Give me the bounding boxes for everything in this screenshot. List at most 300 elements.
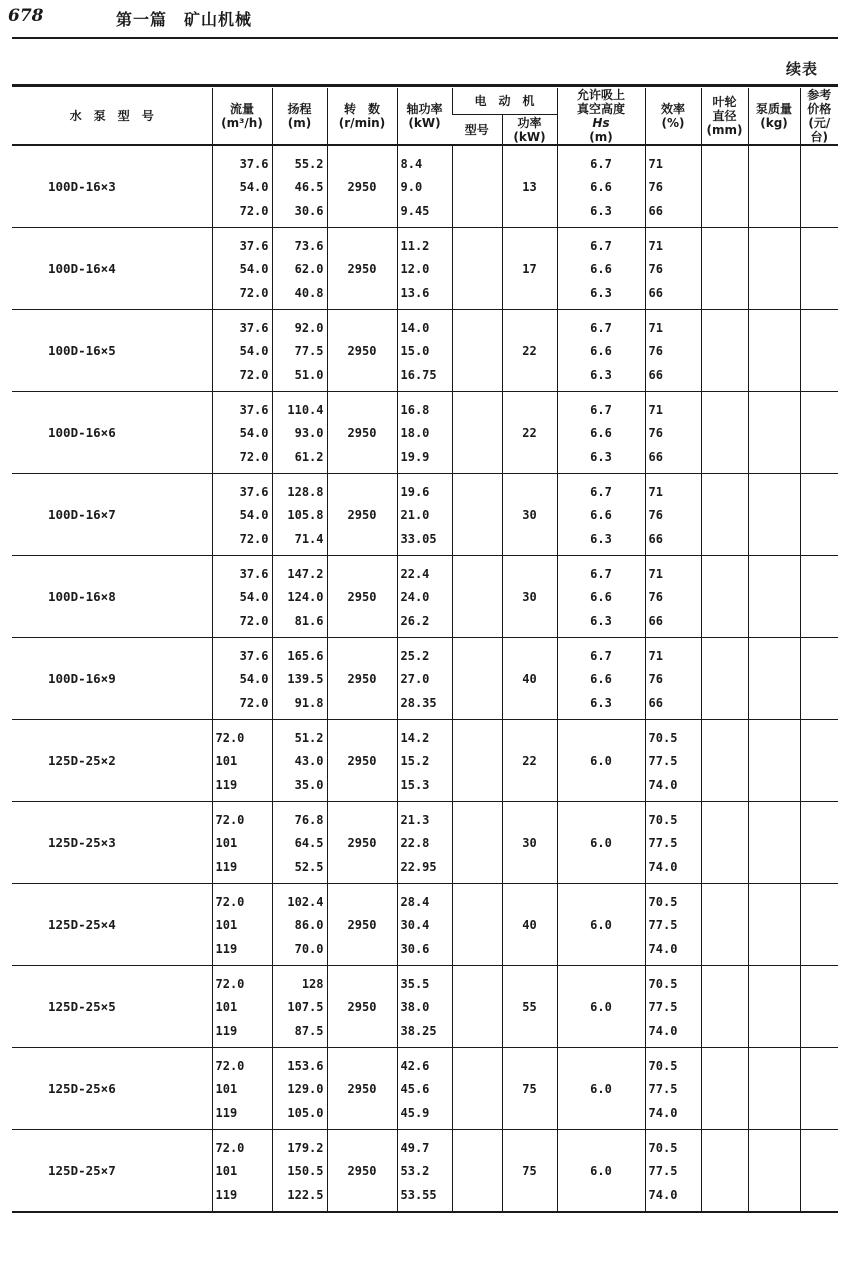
cell-value: 6.0 <box>590 836 612 851</box>
mass-cell <box>748 966 800 1048</box>
flow-cell <box>212 556 272 638</box>
cell-value: 66 <box>648 204 663 219</box>
speed-cell: 2950 <box>327 966 397 1048</box>
shaft-power-cell <box>397 720 452 802</box>
cell-value: 54.0 <box>239 426 269 441</box>
efficiency-cell <box>645 1130 701 1213</box>
cell-value: 35.5 <box>400 976 430 991</box>
motor-type-cell <box>452 474 502 556</box>
cell-value: 6.3 <box>590 286 612 301</box>
cell-value: 66 <box>648 450 663 465</box>
efficiency-cell <box>645 392 701 474</box>
cell-value: 73.6 <box>294 238 324 253</box>
head-cell <box>272 145 327 228</box>
cell-value: 71 <box>648 484 663 499</box>
efficiency-cell <box>645 474 701 556</box>
speed-cell: 2950 <box>327 556 397 638</box>
impeller-cell <box>701 966 748 1048</box>
cell-value: 110.4 <box>287 402 324 417</box>
flow-cell <box>212 228 272 310</box>
cell-value: 101 <box>215 836 238 851</box>
cell-value: 37.6 <box>239 648 269 663</box>
cell-value: 54.0 <box>239 262 269 277</box>
head-cell <box>272 310 327 392</box>
cell-value: 70.5 <box>648 976 678 991</box>
cell-value: 6.6 <box>590 590 612 605</box>
mass-cell <box>748 474 800 556</box>
cell-value: 54.0 <box>239 672 269 687</box>
head-cell <box>272 1048 327 1130</box>
cell-value: 76 <box>648 426 663 441</box>
cell-value: 15.3 <box>400 778 430 793</box>
cell-value: 70.5 <box>648 812 678 827</box>
impeller-cell <box>701 1048 748 1130</box>
pump-model: 100D-16×4 <box>12 228 212 310</box>
price-cell <box>800 228 838 310</box>
cell-value: 8.4 <box>400 156 423 171</box>
cell-value: 51.2 <box>294 730 324 745</box>
price-cell <box>800 556 838 638</box>
motor-type-cell <box>452 966 502 1048</box>
head-cell <box>272 556 327 638</box>
motor-power-cell: 75 <box>502 1130 557 1213</box>
pump-model: 125D-25×3 <box>12 802 212 884</box>
cell-value: 70.5 <box>648 730 678 745</box>
cell-value: 119 <box>215 1024 238 1039</box>
cell-value: 6.7 <box>590 566 612 581</box>
impeller-cell <box>701 556 748 638</box>
speed-cell: 2950 <box>327 310 397 392</box>
impeller-cell <box>701 802 748 884</box>
motor-power-cell: 22 <box>502 310 557 392</box>
shaft-power-cell <box>397 884 452 966</box>
mass-cell <box>748 1048 800 1130</box>
cell-value: 6.6 <box>590 672 612 687</box>
price-cell <box>800 1048 838 1130</box>
col-motor: 电 动 机 <box>452 88 557 115</box>
pump-model: 125D-25×2 <box>12 720 212 802</box>
cell-value: 74.0 <box>648 1188 678 1203</box>
cell-value: 74.0 <box>648 778 678 793</box>
motor-power-cell: 75 <box>502 1048 557 1130</box>
motor-power-cell: 40 <box>502 884 557 966</box>
speed-cell: 2950 <box>327 884 397 966</box>
cell-value: 107.5 <box>287 1000 324 1015</box>
shaft-power-cell <box>397 145 452 228</box>
shaft-power-cell <box>397 310 452 392</box>
table-row <box>12 474 838 556</box>
cell-value: 105.8 <box>287 508 324 523</box>
cell-value: 139.5 <box>287 672 324 687</box>
efficiency-cell <box>645 228 701 310</box>
head-cell <box>272 1130 327 1213</box>
pump-model: 125D-25×6 <box>12 1048 212 1130</box>
cell-value: 12.0 <box>400 262 430 277</box>
cell-value: 77.5 <box>648 1164 678 1179</box>
cell-value: 18.0 <box>400 426 430 441</box>
col-head: 扬程 (m) <box>272 88 327 145</box>
suction-cell <box>557 145 645 228</box>
mass-cell <box>748 720 800 802</box>
suction-cell <box>557 392 645 474</box>
col-motor-type: 型号 <box>452 115 502 145</box>
flow-cell <box>212 802 272 884</box>
table-row <box>12 884 838 966</box>
pump-model: 125D-25×4 <box>12 884 212 966</box>
cell-value: 45.6 <box>400 1082 430 1097</box>
flow-cell <box>212 392 272 474</box>
shaft-power-cell <box>397 638 452 720</box>
cell-value: 77.5 <box>294 344 324 359</box>
cell-value: 6.3 <box>590 614 612 629</box>
cell-value: 55.2 <box>294 156 324 171</box>
cell-value: 92.0 <box>294 320 324 335</box>
cell-value: 93.0 <box>294 426 324 441</box>
cell-value: 77.5 <box>648 754 678 769</box>
cell-value: 71 <box>648 402 663 417</box>
cell-value: 74.0 <box>648 860 678 875</box>
impeller-cell <box>701 228 748 310</box>
table-row <box>12 392 838 474</box>
table-row <box>12 145 838 228</box>
efficiency-cell <box>645 310 701 392</box>
impeller-cell <box>701 392 748 474</box>
motor-type-cell <box>452 1130 502 1213</box>
cell-value: 72.0 <box>215 812 245 827</box>
mass-cell <box>748 802 800 884</box>
cell-value: 74.0 <box>648 942 678 957</box>
cell-value: 72.0 <box>239 532 269 547</box>
motor-power-cell: 22 <box>502 720 557 802</box>
speed-cell: 2950 <box>327 720 397 802</box>
price-cell <box>800 802 838 884</box>
cell-value: 72.0 <box>215 1140 245 1155</box>
cell-value: 22.4 <box>400 566 430 581</box>
cell-value: 38.0 <box>400 1000 430 1015</box>
cell-value: 64.5 <box>294 836 324 851</box>
cell-value: 153.6 <box>287 1058 324 1073</box>
speed-cell: 2950 <box>327 802 397 884</box>
cell-value: 14.0 <box>400 320 430 335</box>
col-motor-power: 功率 (kW) <box>502 115 557 145</box>
price-cell <box>800 966 838 1048</box>
motor-type-cell <box>452 556 502 638</box>
motor-power-cell: 30 <box>502 556 557 638</box>
col-efficiency: 效率 (%) <box>645 88 701 145</box>
col-speed: 转 数 (r/min) <box>327 88 397 145</box>
cell-value: 15.2 <box>400 754 430 769</box>
cell-value: 72.0 <box>215 1058 245 1073</box>
suction-cell <box>557 228 645 310</box>
table-header <box>12 88 838 145</box>
cell-value: 147.2 <box>287 566 324 581</box>
cell-value: 76 <box>648 672 663 687</box>
cell-value: 26.2 <box>400 614 430 629</box>
cell-value: 122.5 <box>287 1188 324 1203</box>
motor-type-cell <box>452 884 502 966</box>
cell-value: 76 <box>648 180 663 195</box>
cell-value: 52.5 <box>294 860 324 875</box>
efficiency-cell <box>645 1048 701 1130</box>
cell-value: 51.0 <box>294 368 324 383</box>
suction-cell <box>557 802 645 884</box>
speed-cell: 2950 <box>327 474 397 556</box>
pump-model: 100D-16×6 <box>12 392 212 474</box>
motor-type-cell <box>452 638 502 720</box>
impeller-cell <box>701 1130 748 1213</box>
cell-value: 101 <box>215 1082 238 1097</box>
cell-value: 66 <box>648 368 663 383</box>
cell-value: 77.5 <box>648 1082 678 1097</box>
motor-type-cell <box>452 802 502 884</box>
cell-value: 24.0 <box>400 590 430 605</box>
table-caption: 续表 <box>785 60 818 78</box>
cell-value: 71 <box>648 648 663 663</box>
table-row <box>12 228 838 310</box>
motor-type-cell <box>452 228 502 310</box>
motor-type-cell <box>452 145 502 228</box>
cell-value: 43.0 <box>294 754 324 769</box>
speed-cell: 2950 <box>327 638 397 720</box>
cell-value: 71 <box>648 566 663 581</box>
suction-cell <box>557 884 645 966</box>
col-flow: 流量 (m³/h) <box>212 88 272 145</box>
cell-value: 76 <box>648 590 663 605</box>
cell-value: 77.5 <box>648 836 678 851</box>
cell-value: 54.0 <box>239 590 269 605</box>
cell-value: 6.0 <box>590 754 612 769</box>
mass-cell <box>748 392 800 474</box>
motor-power-cell: 13 <box>502 145 557 228</box>
price-cell <box>800 1130 838 1213</box>
cell-value: 22.8 <box>400 836 430 851</box>
shaft-power-cell <box>397 228 452 310</box>
col-impeller: 叶轮 直径 (mm) <box>701 88 748 145</box>
cell-value: 76 <box>648 344 663 359</box>
price-cell <box>800 884 838 966</box>
cell-value: 6.7 <box>590 648 612 663</box>
flow-cell <box>212 310 272 392</box>
cell-value: 87.5 <box>294 1024 324 1039</box>
suction-cell <box>557 966 645 1048</box>
cell-value: 74.0 <box>648 1106 678 1121</box>
cell-value: 77.5 <box>648 1000 678 1015</box>
cell-value: 129.0 <box>287 1082 324 1097</box>
cell-value: 105.0 <box>287 1106 324 1121</box>
cell-value: 14.2 <box>400 730 430 745</box>
cell-value: 6.7 <box>590 484 612 499</box>
cell-value: 53.2 <box>400 1164 430 1179</box>
cell-value: 6.6 <box>590 262 612 277</box>
cell-value: 72.0 <box>239 614 269 629</box>
pump-model: 100D-16×8 <box>12 556 212 638</box>
cell-value: 6.3 <box>590 450 612 465</box>
cell-value: 22.95 <box>400 860 437 875</box>
cell-value: 71 <box>648 238 663 253</box>
cell-value: 62.0 <box>294 262 324 277</box>
cell-value: 71 <box>648 320 663 335</box>
mass-cell <box>748 1130 800 1213</box>
cell-value: 15.0 <box>400 344 430 359</box>
cell-value: 101 <box>215 918 238 933</box>
cell-value: 6.0 <box>590 1000 612 1015</box>
impeller-cell <box>701 720 748 802</box>
col-mass: 泵质量 (kg) <box>748 88 800 145</box>
pump-model: 100D-16×7 <box>12 474 212 556</box>
cell-value: 30.4 <box>400 918 430 933</box>
price-cell <box>800 392 838 474</box>
cell-value: 101 <box>215 1000 238 1015</box>
cell-value: 72.0 <box>239 450 269 465</box>
cell-value: 101 <box>215 1164 238 1179</box>
cell-value: 54.0 <box>239 180 269 195</box>
flow-cell <box>212 884 272 966</box>
cell-value: 28.35 <box>400 696 437 711</box>
price-cell <box>800 474 838 556</box>
cell-value: 25.2 <box>400 648 430 663</box>
cell-value: 16.8 <box>400 402 430 417</box>
speed-cell: 2950 <box>327 228 397 310</box>
head-cell <box>272 228 327 310</box>
chapter-title: 第一篇 矿山机械 <box>116 10 253 29</box>
cell-value: 30.6 <box>400 942 430 957</box>
cell-value: 37.6 <box>239 156 269 171</box>
cell-value: 76 <box>648 262 663 277</box>
flow-cell <box>212 638 272 720</box>
suction-cell <box>557 310 645 392</box>
cell-value: 72.0 <box>215 730 245 745</box>
head-cell <box>272 474 327 556</box>
cell-value: 6.7 <box>590 156 612 171</box>
table-row <box>12 802 838 884</box>
mass-cell <box>748 310 800 392</box>
head-cell <box>272 802 327 884</box>
cell-value: 37.6 <box>239 320 269 335</box>
head-cell <box>272 720 327 802</box>
cell-value: 37.6 <box>239 566 269 581</box>
cell-value: 6.6 <box>590 180 612 195</box>
col-price: 参考 价格 (元/ 台) <box>800 88 838 145</box>
table-body <box>12 145 838 1212</box>
efficiency-cell <box>645 556 701 638</box>
shaft-power-cell <box>397 1130 452 1213</box>
cell-value: 70.5 <box>648 894 678 909</box>
shaft-power-cell <box>397 966 452 1048</box>
cell-value: 6.3 <box>590 696 612 711</box>
cell-value: 42.6 <box>400 1058 430 1073</box>
speed-cell: 2950 <box>327 392 397 474</box>
cell-value: 46.5 <box>294 180 324 195</box>
cell-value: 66 <box>648 696 663 711</box>
table-row <box>12 310 838 392</box>
head-cell <box>272 884 327 966</box>
cell-value: 6.3 <box>590 532 612 547</box>
cell-value: 49.7 <box>400 1140 430 1155</box>
cell-value: 72.0 <box>239 286 269 301</box>
suction-cell <box>557 720 645 802</box>
cell-value: 61.2 <box>294 450 324 465</box>
mass-cell <box>748 145 800 228</box>
pump-model: 100D-16×3 <box>12 145 212 228</box>
motor-power-cell: 17 <box>502 228 557 310</box>
cell-value: 91.8 <box>294 696 324 711</box>
suction-cell <box>557 638 645 720</box>
cell-value: 35.0 <box>294 778 324 793</box>
cell-value: 6.3 <box>590 368 612 383</box>
cell-value: 71.4 <box>294 532 324 547</box>
cell-value: 30.6 <box>294 204 324 219</box>
cell-value: 19.6 <box>400 484 430 499</box>
cell-value: 53.55 <box>400 1188 437 1203</box>
cell-value: 66 <box>648 614 663 629</box>
cell-value: 6.7 <box>590 238 612 253</box>
table-row <box>12 1048 838 1130</box>
shaft-power-cell <box>397 474 452 556</box>
page-number: 678 <box>8 6 44 26</box>
flow-cell <box>212 966 272 1048</box>
table-row <box>12 556 838 638</box>
shaft-power-cell <box>397 1048 452 1130</box>
cell-value: 21.0 <box>400 508 430 523</box>
cell-value: 16.75 <box>400 368 437 383</box>
cell-value: 71 <box>648 156 663 171</box>
shaft-power-cell <box>397 802 452 884</box>
cell-value: 28.4 <box>400 894 430 909</box>
cell-value: 6.3 <box>590 204 612 219</box>
flow-cell <box>212 1048 272 1130</box>
mass-cell <box>748 556 800 638</box>
suction-cell <box>557 1130 645 1213</box>
table-row <box>12 1130 838 1213</box>
cell-value: 72.0 <box>215 976 245 991</box>
efficiency-cell <box>645 802 701 884</box>
mass-cell <box>748 638 800 720</box>
cell-value: 27.0 <box>400 672 430 687</box>
col-suction: 允许吸上 真空高度 Hs (m) <box>557 88 645 145</box>
efficiency-cell <box>645 966 701 1048</box>
cell-value: 6.0 <box>590 1164 612 1179</box>
cell-value: 6.7 <box>590 320 612 335</box>
cell-value: 72.0 <box>239 204 269 219</box>
motor-type-cell <box>452 392 502 474</box>
cell-value: 102.4 <box>287 894 324 909</box>
cell-value: 9.45 <box>400 204 430 219</box>
cell-value: 6.6 <box>590 508 612 523</box>
cell-value: 150.5 <box>287 1164 324 1179</box>
cell-value: 165.6 <box>287 648 324 663</box>
speed-cell: 2950 <box>327 1130 397 1213</box>
shaft-power-cell <box>397 556 452 638</box>
efficiency-cell <box>645 884 701 966</box>
cell-value: 66 <box>648 286 663 301</box>
table-row <box>12 638 838 720</box>
pump-spec-table <box>12 88 838 1213</box>
cell-value: 37.6 <box>239 402 269 417</box>
motor-power-cell: 30 <box>502 474 557 556</box>
price-cell <box>800 720 838 802</box>
cell-value: 119 <box>215 860 238 875</box>
page-header <box>6 4 836 30</box>
motor-power-cell: 22 <box>502 392 557 474</box>
col-shaft-power: 轴功率 (kW) <box>397 88 452 145</box>
cell-value: 6.0 <box>590 1082 612 1097</box>
cell-value: 6.0 <box>590 918 612 933</box>
motor-type-cell <box>452 310 502 392</box>
cell-value: 66 <box>648 532 663 547</box>
cell-value: 21.3 <box>400 812 430 827</box>
speed-cell: 2950 <box>327 145 397 228</box>
mass-cell <box>748 884 800 966</box>
